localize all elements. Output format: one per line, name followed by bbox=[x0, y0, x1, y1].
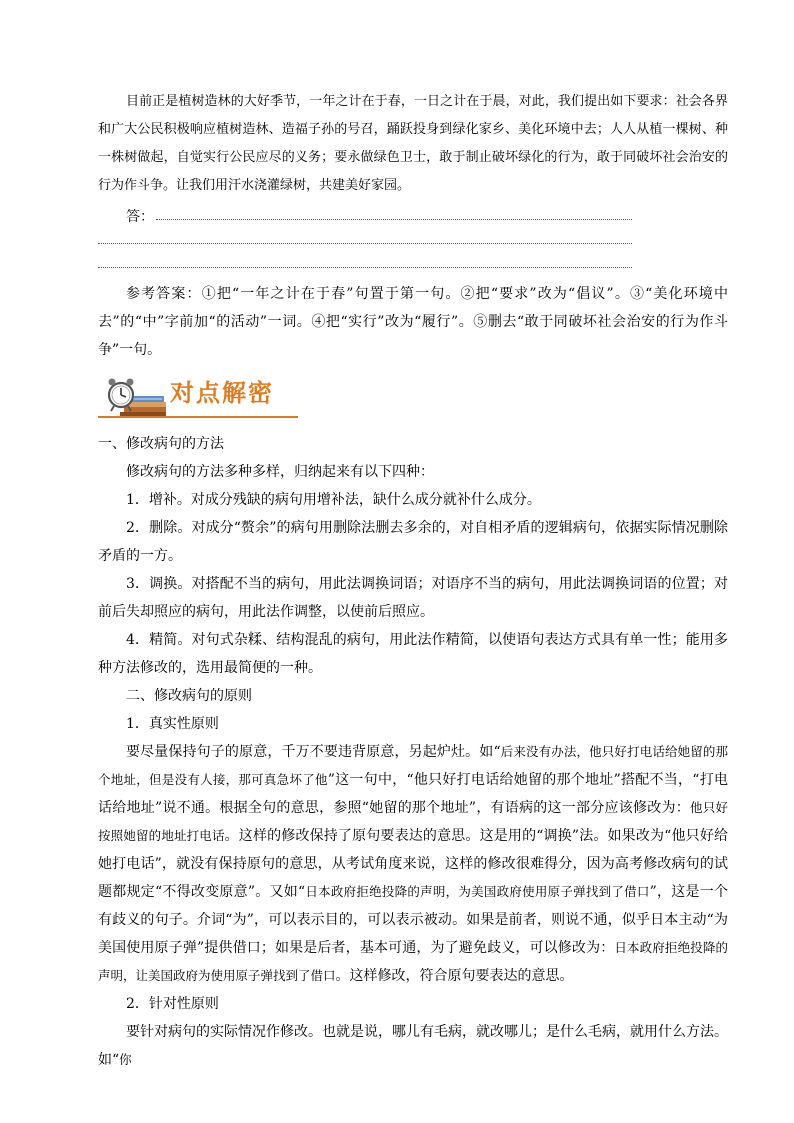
reference-answer: 参考答案：①把“一年之计在于春”句置于第一句。②把“要求”改为“倡议”。③“美化环境中去”的“中”字前加“的活动”一词。④把“实行”改为“履行”。⑤删去“敢于同破坏社会治安的行为作斗争”一句。 bbox=[98, 286, 728, 358]
answer-label: 答： bbox=[126, 209, 154, 225]
banner-title: 对点解密 bbox=[170, 379, 274, 407]
body-text: 。这样的修改保持了原句要表达的意思。这是用的“调换”法。如果改为“他只好给她打电话”，就没有保持原句的意思，从考试角度来说，这样的修改很难得分，因为高考修改病句的试题都规定“不得改变原意”。又如“ bbox=[98, 828, 728, 900]
method-item-2: 2．删除。对成分“赘余”的病句用删除法删去多余的，对自相矛盾的逻辑病句，依据实际情况删除矛盾的一方。 bbox=[98, 520, 728, 564]
method-item-1: 1．增补。对成分残缺的病句用增补法，缺什么成分就补什么成分。 bbox=[126, 492, 541, 508]
body-text: ”这一句中，“他只好打电话给她留的那个地址”搭配不当，“打电话给地址”说不通。根据全句的意思，参照“她留的那个地址”，有语病的这一部分应该修改为： bbox=[98, 772, 728, 816]
example-sentence: 日本政府拒绝投降的声明，为美国政府使用原子弹找到了借口 bbox=[305, 884, 650, 899]
alarm-clock-books-icon bbox=[104, 376, 168, 418]
principle2-title: 2．针对性原则 bbox=[126, 996, 219, 1012]
principle1-body bbox=[98, 738, 728, 990]
example-sentence: 后来没有办法，他只好打电话给她留的那个地址，但是没有人接，那可真急坏了他 bbox=[98, 744, 728, 787]
answer-line-1 bbox=[98, 202, 728, 226]
answer-dotted-line bbox=[156, 209, 632, 220]
method-item-4: 4．精简。对句式杂糅、结构混乱的病句，用此法作精简，以使语句表达方式具有单一性；能用多种方法修改的，选用最简便的一种。 bbox=[98, 632, 728, 676]
body-text: ”，这是一个有歧义的句子。介词“为”，可以表示目的，可以表示被动。如果是前者，则说不通，似乎日本主动“为美国使用原子弹”提供借口；如果是后者，基本可通，为了避免歧义，可以修改为： bbox=[98, 884, 728, 956]
body-text: 。这样修改，符合原句要表达的意思。 bbox=[335, 968, 574, 984]
body-text: 要针对病句的实际情况作修改。也就是说，哪儿有毛病，就改哪儿；是什么毛病，就用什么方法。如“ bbox=[98, 1024, 728, 1068]
example-sentence: 他只好按照她留的地址打电话 bbox=[98, 800, 728, 843]
answer-line-2 bbox=[98, 226, 728, 250]
answer-line-3 bbox=[98, 250, 728, 274]
answer-dotted-line bbox=[98, 233, 632, 244]
section2-heading: 二、修改病句的原则 bbox=[126, 688, 252, 704]
section1-heading: 一、修改病句的方法 bbox=[98, 436, 224, 452]
banner-underline bbox=[98, 416, 298, 418]
principle1-title: 1．真实性原则 bbox=[126, 716, 219, 732]
section-banner bbox=[98, 372, 728, 424]
example-sentence: 你 bbox=[119, 1052, 132, 1067]
document-page bbox=[98, 88, 728, 1074]
method-item-3: 3．调换。对搭配不当的病句，用此法调换词语；对语序不当的病句，用此法调换词语的位置；对前后失却照应的病句，用此法作调整，以使前后照应。 bbox=[98, 576, 728, 620]
answer-area bbox=[98, 202, 728, 274]
passage-text: 目前正是植树造林的大好季节，一年之计在于春，一日之计在于晨，对此，我们提出如下要求：社会各界和广大公民积极响应植树造林、造福子孙的号召，踊跃投身到绿化家乡、美化环境中去；人人从植一棵树、种一株树做起，自觉实行公民应尽的义务；要永做绿色卫士，敢于制止破坏绿化的行为，敢于同破坏社会治安的行为作斗争。让我们用汗水浇灌绿树，共建美好家园。 bbox=[98, 94, 728, 193]
section1-intro: 修改病句的方法多种多样，归纳起来有以下四种： bbox=[126, 464, 434, 480]
exercise-passage bbox=[98, 88, 728, 200]
answer-dotted-line bbox=[98, 257, 632, 268]
example-sentence: 日本政府拒绝投降的声明，让美国政府为使用原子弹找到了借口 bbox=[98, 940, 728, 983]
body-text: 要尽量保持句子的原意，千万不要违背原意，另起炉灶。如“ bbox=[126, 744, 501, 760]
principle2-body bbox=[98, 1018, 728, 1074]
